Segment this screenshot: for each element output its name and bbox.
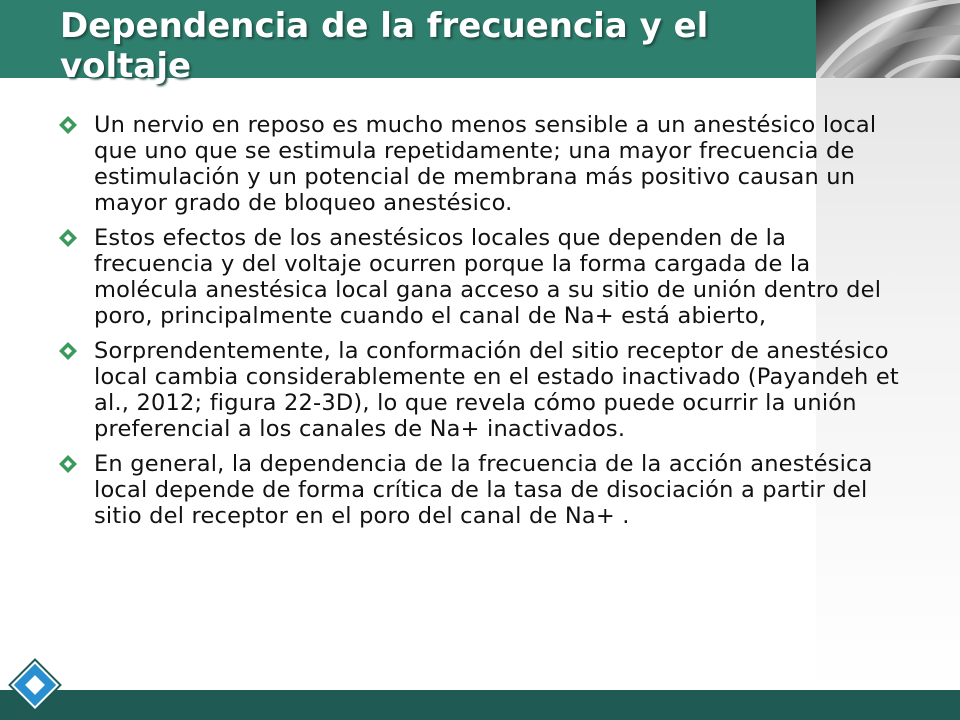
logo-diamond-inner <box>25 675 45 695</box>
diamond-bullet-icon <box>58 338 94 364</box>
corner-decorative-image <box>816 0 960 78</box>
title-bar <box>0 0 820 86</box>
bullet-text: En general, la dependencia de la frecuencia de la acción anestésica local depende de forma crítica de la tasa de disociación a partir del sitio del receptor en el poro del canal de Na+ . <box>94 451 873 529</box>
diamond-bullet-icon <box>58 112 94 138</box>
diamond-bullet-icon <box>58 225 94 251</box>
bullet-item <box>58 112 908 216</box>
bullet-text: Estos efectos de los anestésicos locales que dependen de la frecuencia y del voltaje ocurren porque la forma cargada de la molécula anestésica local gana acceso a su sitio de unión dentro del poro, principalmente cuando el canal de Na+ está abierto, <box>94 225 882 329</box>
slide-title: Dependencia de la frecuencia y el voltaje <box>60 6 709 86</box>
diamond-bullet-icon <box>58 451 94 477</box>
footer-bar <box>0 690 960 720</box>
bullet-text: Un nervio en reposo es mucho menos sensible a un anestésico local que uno que se estimula repetidamente; una mayor frecuencia de estimulación y un potencial de membrana más positivo causan un mayor grado de bloqueo anestésico. <box>94 112 877 216</box>
bullet-list <box>58 112 908 538</box>
bullet-item <box>58 225 908 329</box>
metallic-swirl-icon <box>816 0 960 78</box>
bullet-item <box>58 451 908 529</box>
bullet-text: Sorprendentemente, la conformación del sitio receptor de anestésico local cambia considerablemente en el estado inactivado (Payandeh et al., 2012; figura 22-3D), lo que revela cómo puede ocurrir la unión preferencial a los canales de Na+ inactivados. <box>94 338 899 442</box>
bullet-item <box>58 338 908 442</box>
